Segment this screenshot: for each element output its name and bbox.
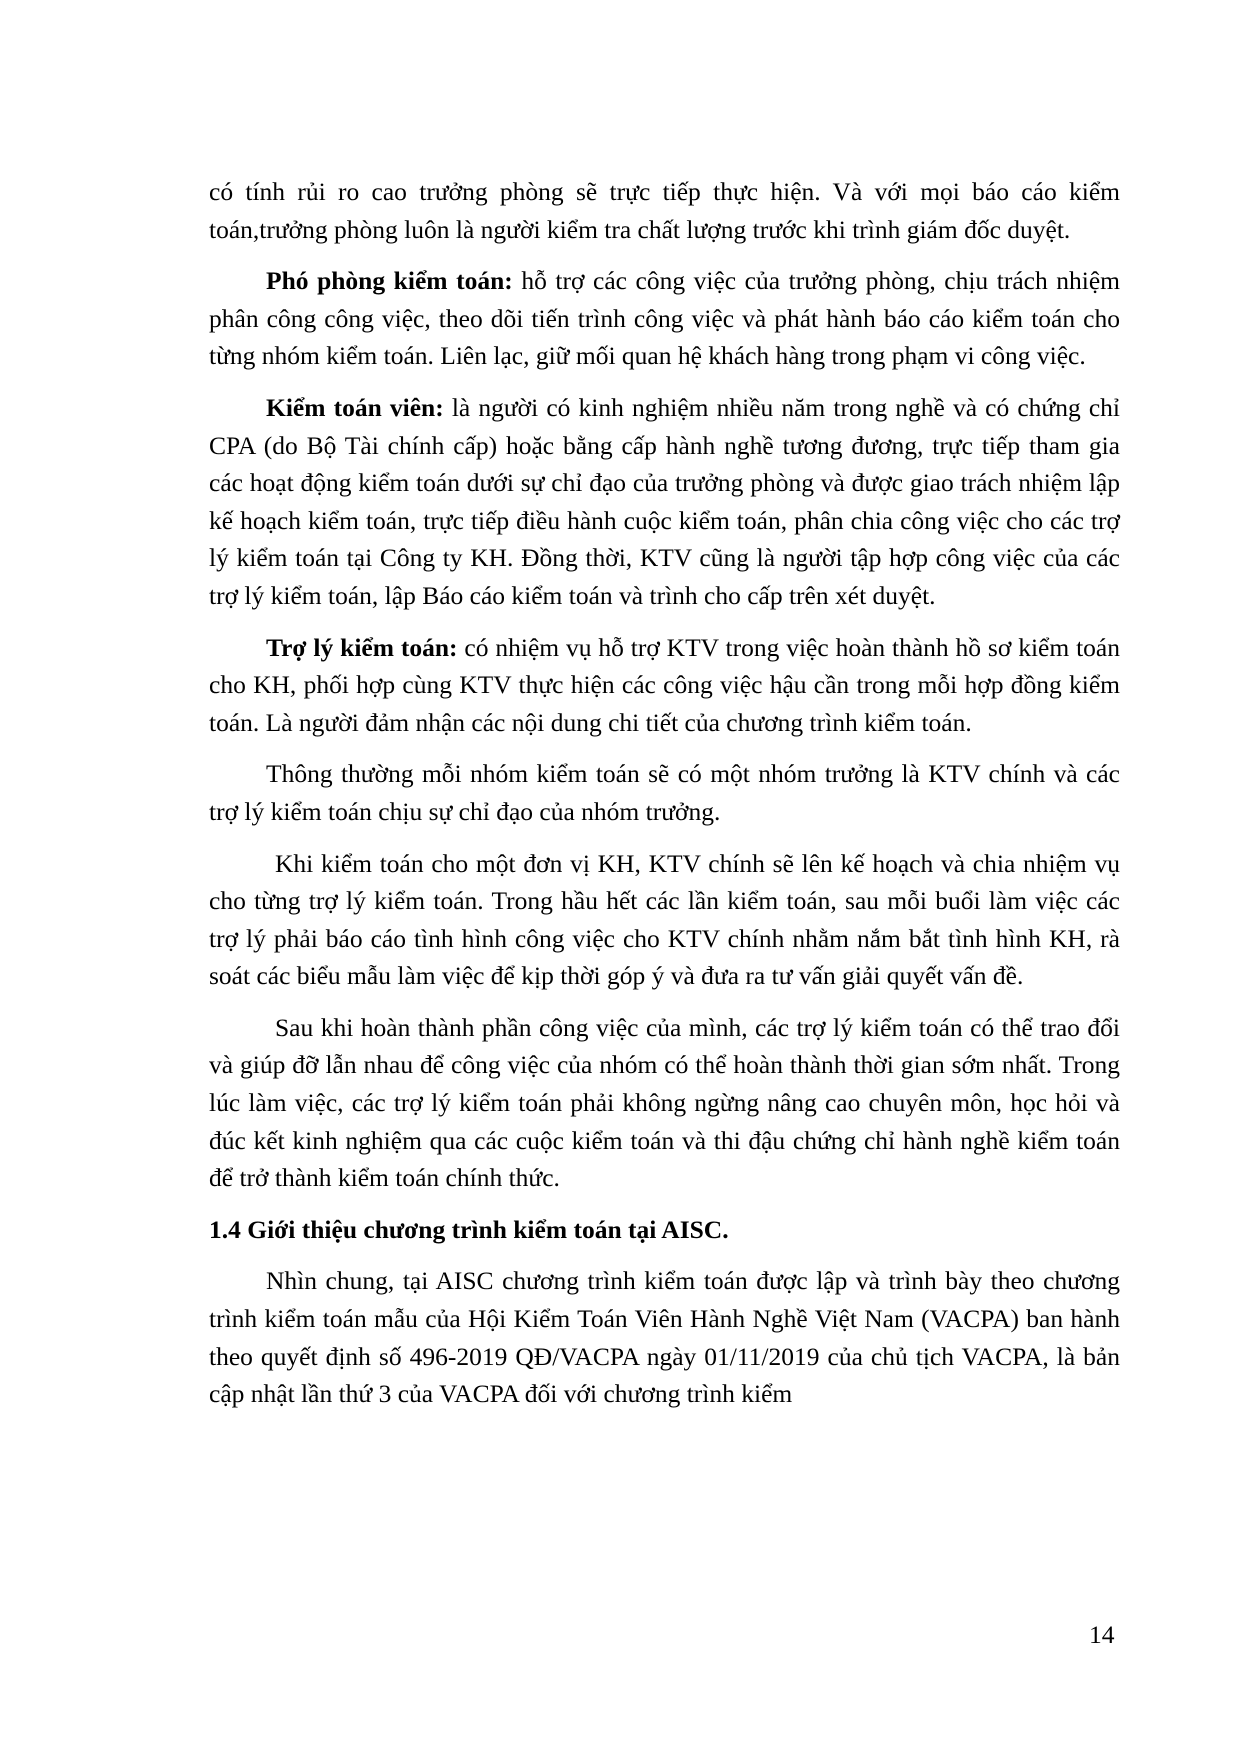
paragraph-continued: có tính rủi ro cao trưởng phòng sẽ trực tiếp thực hiện. Và với mọi báo cáo kiểm toán,trưởng phòng luôn là người kiểm tra chất lượng trước khi trình giám đốc duyệt. — [209, 177, 1120, 244]
paragraph-deputy-head — [209, 262, 1120, 375]
page-number: 14 — [1089, 1620, 1115, 1649]
section-heading: 1.4 Giới thiệu chương trình kiểm toán tại AISC. — [209, 1214, 729, 1244]
paragraph-team-structure: Thông thường mỗi nhóm kiểm toán sẽ có một nhóm trưởng là KTV chính và các trợ lý kiểm toán chịu sự chỉ đạo của nhóm trưởng. — [209, 759, 1120, 826]
paragraph-program-intro: Nhìn chung, tại AISC chương trình kiểm toán được lập và trình bày theo chương trình kiểm toán mẫu của Hội Kiểm Toán Viên Hành Nghề Việt Nam (VACPA) ban hành theo quyết định số 496-2019 QĐ/VACPA ngày 01/11/2019 của chủ tịch VACPA, là bản cập nhật lần thứ 3 của VACPA đối với chương trình kiểm — [209, 1266, 1120, 1409]
paragraph-text: có nhiệm vụ hỗ trợ KTV trong việc hoàn thành hồ sơ kiểm toán cho KH, phối hợp cùng KTV thực hiện các công việc hậu cần trong mỗi hợp đồng kiểm toán. Là người đảm nhận các nội dung chi tiết của chương trình kiểm toán. — [209, 632, 1120, 737]
term-audit-assistant: Trợ lý kiểm toán: — [266, 632, 458, 662]
term-auditor: Kiểm toán viên: — [266, 392, 444, 422]
paragraph-engagement-process: Khi kiểm toán cho một đơn vị KH, KTV chính sẽ lên kế hoạch và chia nhiệm vụ cho từng trợ lý kiểm toán. Trong hầu hết các lần kiểm toán, sau mỗi buổi làm việc các trợ lý phải báo cáo tình hình công việc cho KTV chính nhằm nắm bắt tình hình KH, rà soát các biểu mẫu làm việc để kịp thời góp ý và đưa ra tư vấn giải quyết vấn đề. — [209, 848, 1120, 991]
paragraph-text: là người có kinh nghiệm nhiều năm trong nghề và có chứng chỉ CPA (do Bộ Tài chính cấp) hoặc bằng cấp hành nghề tương đương, trực tiếp tham gia các hoạt động kiểm toán dưới sự chỉ đạo của trưởng phòng và được giao trách nhiệm lập kế hoạch kiểm toán, trực tiếp điều hành cuộc kiểm toán, phân chia công việc cho các trợ lý kiểm toán tại Công ty KH. Đồng thời, KTV cũng là người tập hợp công việc của các trợ lý kiểm toán, lập Báo cáo kiểm toán và trình cho cấp trên xét duyệt. — [209, 392, 1121, 610]
paragraph-auditor — [209, 389, 1120, 615]
term-deputy-head: Phó phòng kiểm toán: — [266, 266, 513, 296]
paragraph-assistant-development: Sau khi hoàn thành phần công việc của mình, các trợ lý kiểm toán có thể trao đổi và giúp đỡ lẫn nhau để công việc của nhóm có thể hoàn thành thời gian sớm nhất. Trong lúc làm việc, các trợ lý kiểm toán phải không ngừng nâng cao chuyên môn, học hỏi và đúc kết kinh nghiệm qua các cuộc kiểm toán và thi đậu chứng chỉ hành nghề kiểm toán để trở thành kiểm toán chính thức. — [209, 1012, 1120, 1193]
paragraph-text: hỗ trợ các công việc của trưởng phòng, chịu trách nhiệm phân công công việc, theo dõi tiến trình công việc và phát hành báo cáo kiểm toán cho từng nhóm kiểm toán. Liên lạc, giữ mối quan hệ khách hàng trong phạm vi công việc. — [209, 266, 1121, 371]
document-body — [209, 173, 1120, 1413]
paragraph-audit-assistant — [209, 629, 1120, 742]
